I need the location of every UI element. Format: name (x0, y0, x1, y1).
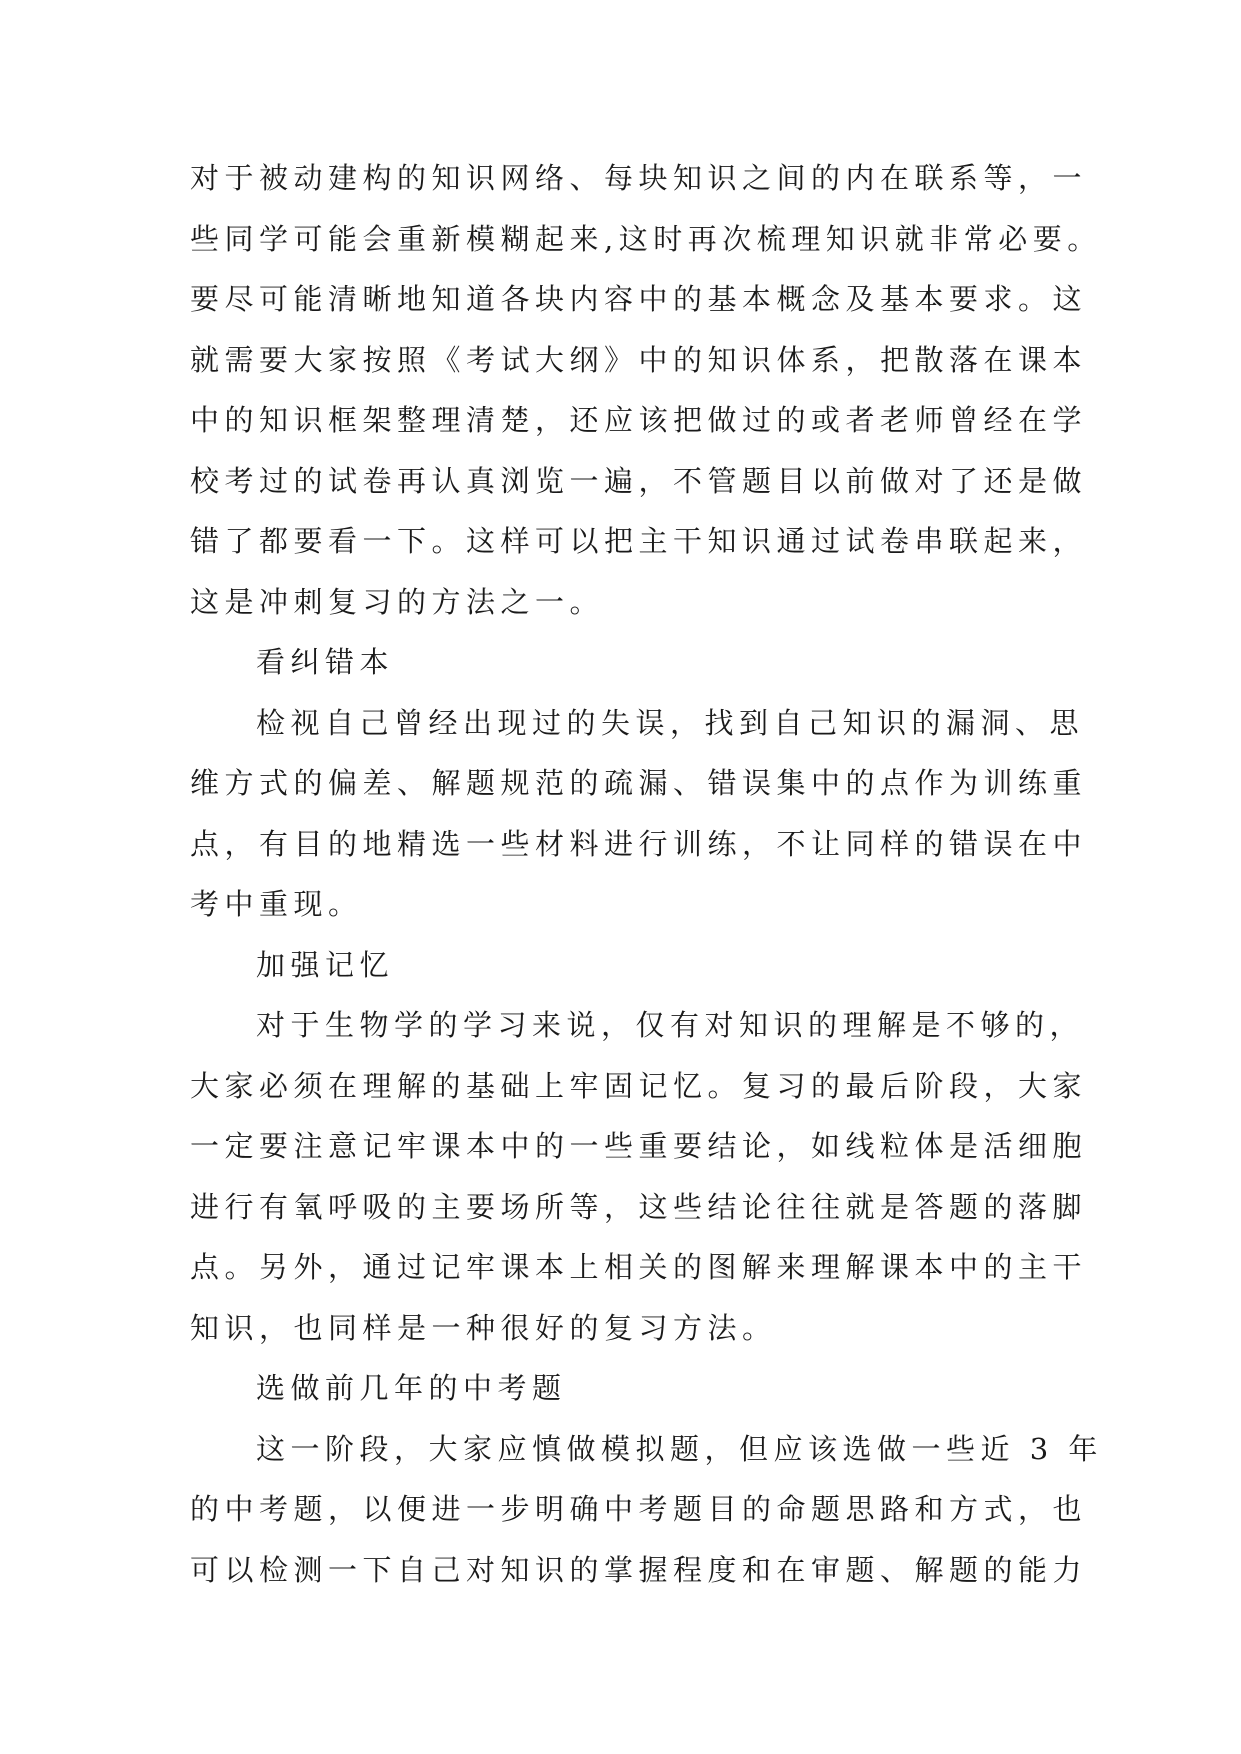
text-line: 知识，也同样是一种很好的复习方法。 (190, 1310, 777, 1345)
text-line: 这一阶段，大家应慎做模拟题，但应该选做一些近 3 年 (256, 1431, 1103, 1466)
text-line: 就需要大家按照《考试大纲》中的知识体系，把散落在课本 (190, 342, 1088, 377)
text-line: 维方式的偏差、解题规范的疏漏、错误集中的点作为训练重 (190, 766, 1088, 800)
text-line: 这是冲刺复习的方法之一。 (190, 584, 605, 619)
text-line: 些同学可能会重新模糊起来,这时再次梳理知识就非常必要。 (190, 221, 1102, 256)
document-body (190, 148, 1103, 1600)
text-line: 要尽可能清晰地知道各块内容中的基本概念及基本要求。这 (190, 282, 1088, 316)
text-line: 一定要注意记牢课本中的一些重要结论，如线粒体是活细胞 (190, 1129, 1088, 1163)
text-line: 大家必须在理解的基础上牢固记忆。复习的最后阶段，大家 (190, 1068, 1088, 1103)
text-line: 的中考题，以便进一步明确中考题目的命题思路和方式，也 (190, 1492, 1088, 1526)
text-line: 中的知识框架整理清楚，还应该把做过的或者老师曾经在学 (190, 403, 1088, 437)
text-line: 点。另外，通过记牢课本上相关的图解来理解课本中的主干 (190, 1250, 1088, 1284)
text-line: 加强记忆 (256, 947, 395, 982)
text-line: 选做前几年的中考题 (256, 1371, 567, 1405)
text-line: 点，有目的地精选一些材料进行训练，不让同样的错误在中 (190, 826, 1088, 861)
text-line: 进行有氧呼吸的主要场所等，这些结论往往就是答题的落脚 (190, 1189, 1088, 1224)
text-line: 对于被动建构的知识网络、每块知识之间的内在联系等，一 (190, 161, 1088, 195)
text-line: 可以检测一下自己对知识的掌握程度和在审题、解题的能力 (190, 1552, 1088, 1587)
text-line: 错了都要看一下。这样可以把主干知识通过试卷串联起来， (190, 524, 1088, 558)
text-line: 考中重现。 (190, 887, 363, 921)
text-line: 看纠错本 (256, 645, 395, 679)
text-line: 检视自己曾经出现过的失误，找到自己知识的漏洞、思 (256, 705, 1085, 740)
text-line: 对于生物学的学习来说，仅有对知识的理解是不够的， (256, 1008, 1085, 1042)
text-line: 校考过的试卷再认真浏览一遍，不管题目以前做对了还是做 (190, 463, 1088, 498)
